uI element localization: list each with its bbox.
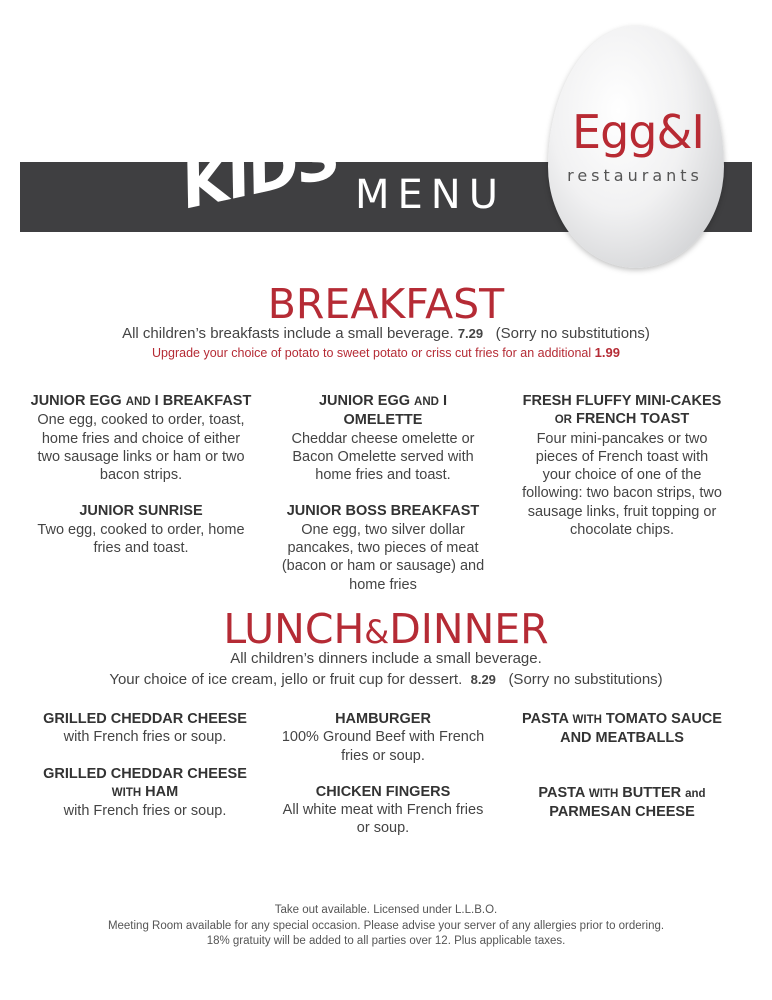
item-name: JUNIOR SUNRISE: [79, 503, 203, 520]
menu-item: [30, 502, 252, 557]
menu-heading: MENU: [355, 172, 506, 218]
breakfast-note: [0, 325, 772, 342]
breakfast-price: 7.29: [457, 326, 484, 341]
item-name: JUNIOR EGG AND I OMELETTE: [318, 393, 448, 429]
item-description: Two egg, cooked to order, home fries and toast.: [37, 521, 245, 557]
breakfast-upgrade: [0, 345, 772, 360]
footer-line: Take out available. Licensed under L.L.B.O.: [274, 904, 498, 916]
menu-item: [40, 765, 250, 821]
menu-item: [278, 710, 488, 765]
upgrade-text: Upgrade your choice of potato to sweet potato or criss cut fries for an additional: [152, 346, 592, 360]
breakfast-column-1: [30, 392, 252, 557]
breakfast-column-3: [522, 392, 722, 539]
footer-line: 18% gratuity will be added to all parties over 12. Plus applicable taxes.: [206, 935, 566, 947]
item-description: Four mini-pancakes or two pieces of French toast with your choice of one of the following: two bacon strips, two sausage links, fruit topping or chocolate chips.: [522, 430, 722, 539]
item-description: with French fries or soup.: [63, 729, 227, 746]
lunch-price: 8.29: [470, 672, 496, 687]
item-description: with French fries or soup.: [63, 803, 227, 820]
lunch-note-suffix: (Sorry no substitutions): [508, 671, 663, 688]
menu-item: [516, 710, 728, 748]
item-description: One egg, cooked to order, toast, home fries and choice of either two sausage links or ham or two bacon strips.: [37, 412, 245, 484]
lunch-note-text: Your choice of ice cream, jello or fruit cup for dessert.: [109, 671, 463, 688]
lunch-note-2: [0, 671, 772, 688]
breakfast-note-text: All children’s breakfasts include a small beverage.: [122, 325, 454, 342]
item-name: JUNIOR EGG AND I BREAKFAST: [30, 393, 252, 409]
lunch-column-1: [40, 710, 250, 820]
lunch-dinner-title: LUNCH&DINNER: [223, 605, 549, 653]
menu-item: [30, 392, 252, 484]
item-name: GRILLED CHEDDAR CHEESE WITH HAM: [43, 765, 247, 800]
menu-item: [522, 392, 722, 539]
menu-item: [278, 502, 488, 593]
item-description: One egg, two silver dollar pancakes, two pieces of meat (bacon or ham or sausage) and home fries: [281, 521, 485, 593]
menu-item: [516, 784, 728, 822]
item-name: GRILLED CHEDDAR CHEESE: [43, 711, 247, 727]
item-description: Cheddar cheese omelette or Bacon Omelette served with home fries and toast.: [291, 430, 475, 484]
menu-item: [278, 783, 488, 838]
kids-heading: KIDS: [174, 118, 346, 223]
item-name: HAMBURGER: [335, 711, 431, 727]
footer: [0, 903, 772, 950]
item-name: JUNIOR BOSS BREAKFAST: [286, 503, 480, 520]
logo-subtitle: restaurants: [567, 166, 703, 185]
breakfast-title: BREAKFAST: [267, 280, 505, 328]
lunch-column-2: [278, 710, 488, 838]
item-name: CHICKEN FINGERS: [315, 783, 451, 800]
breakfast-column-2: [278, 392, 488, 594]
item-description: All white meat with French fries or soup.: [282, 802, 484, 837]
item-name: PASTA WITH BUTTER and PARMESAN CHEESE: [538, 784, 706, 820]
menu-item: [40, 710, 250, 747]
lunch-column-3: [516, 710, 728, 821]
logo-wordmark: Egg&I: [572, 105, 704, 159]
breakfast-note-suffix: (Sorry no substitutions): [495, 325, 650, 342]
upgrade-price: 1.99: [594, 345, 620, 360]
item-description: 100% Ground Beef with French fries or soup.: [281, 729, 485, 764]
lunch-note-1: All children’s dinners include a small beverage.: [230, 650, 542, 667]
item-name: FRESH FLUFFY MINI-CAKES OR FRENCH TOAST: [522, 393, 722, 428]
footer-line: Meeting Room available for any special occasion. Please advise your server of any allergies prior to ordering.: [107, 919, 665, 932]
item-name: PASTA WITH TOMATO SAUCE AND MEATBALLS: [522, 711, 722, 747]
menu-item: [278, 392, 488, 484]
